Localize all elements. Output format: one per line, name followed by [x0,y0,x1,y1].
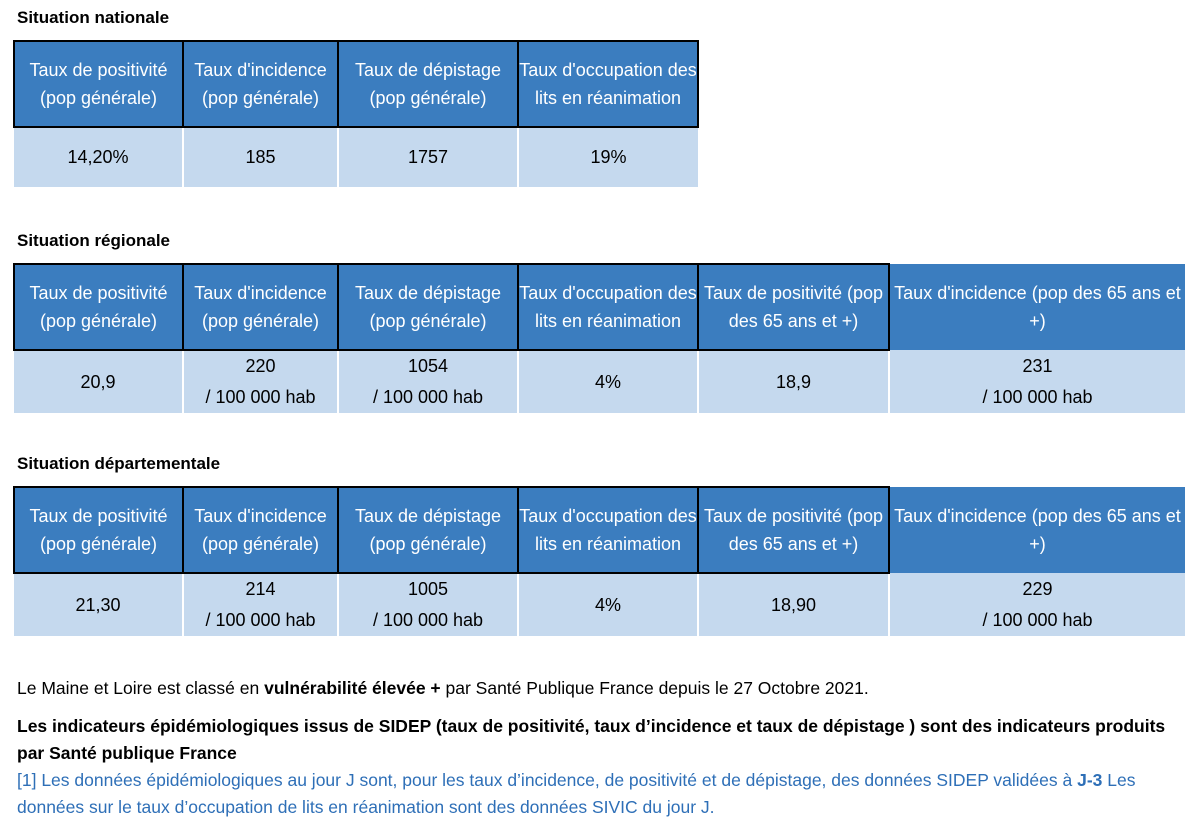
value-positivity-65plus: 18,9 [698,350,889,413]
value-incidence-65plus: 229 / 100 000 hab [889,573,1185,636]
header-positivity-65plus: Taux de positivité (pop des 65 ans et +) [698,487,889,573]
header-incidence-65plus: Taux d'incidence (pop des 65 ans et +) [889,487,1185,573]
value-positivity: 14,20% [14,127,183,187]
header-positivity: Taux de positivité (pop générale) [14,41,183,127]
value-screening: 1005 / 100 000 hab [338,573,518,636]
header-positivity-65plus: Taux de positivité (pop des 65 ans et +) [698,264,889,350]
vulnerability-note: Le Maine et Loire est classé en vulnérabilité élevée + par Santé Publique France depuis le 27 Octobre 2021. [17,678,869,698]
header-incidence: Taux d'incidence (pop générale) [183,41,338,127]
value-icu-occupancy: 19% [518,127,698,187]
footnote-1: [1] Les données épidémiologiques au jour J sont, pour les taux d’incidence, de positivité et de dépistage, des données SIDEP validées à [17,770,1073,790]
header-positivity: Taux de positivité (pop générale) [14,487,183,573]
indicators-note: Les indicateurs épidémiologiques issus de SIDEP (taux de positivité, taux d’incidence et taux de dépistage ) sont des indicateurs produits par Santé publique France [17,716,1166,763]
departmental-table [13,486,1185,636]
header-icu-occupancy: Taux d'occupation des lits en réanimation [518,264,698,350]
value-icu-occupancy: 4% [518,350,698,413]
value-incidence: 220 / 100 000 hab [183,350,338,413]
header-incidence: Taux d'incidence (pop générale) [183,487,338,573]
vulnerability-level: vulnérabilité élevée + [264,678,441,698]
header-incidence: Taux d'incidence (pop générale) [183,264,338,350]
footnote [17,767,1187,821]
header-icu-occupancy: Taux d'occupation des lits en réanimation [518,41,698,127]
footnote-j3: J-3 [1077,770,1103,790]
value-positivity: 20,9 [14,350,183,413]
header-screening: Taux de dépistage (pop générale) [338,264,518,350]
departmental-title: Situation départementale [17,454,221,473]
value-positivity: 21,30 [14,573,183,636]
header-incidence-65plus: Taux d'incidence (pop des 65 ans et +) [889,264,1185,350]
national-table [13,40,699,187]
regional-table [13,263,1185,413]
value-positivity-65plus: 18,90 [698,573,889,636]
header-screening: Taux de dépistage (pop générale) [338,41,518,127]
value-incidence-65plus: 231 / 100 000 hab [889,350,1185,413]
header-positivity: Taux de positivité (pop générale) [14,264,183,350]
value-icu-occupancy: 4% [518,573,698,636]
regional-title: Situation régionale [17,231,171,250]
footnote-2: Les données sur le taux d’occupation de lits en réanimation sont des données SIVIC du jour J. [17,770,1136,817]
value-screening: 1757 [338,127,518,187]
value-incidence: 214 / 100 000 hab [183,573,338,636]
value-incidence: 185 [183,127,338,187]
value-screening: 1054 / 100 000 hab [338,350,518,413]
header-screening: Taux de dépistage (pop générale) [338,487,518,573]
header-icu-occupancy: Taux d'occupation des lits en réanimation [518,487,698,573]
national-title: Situation nationale [17,8,170,27]
